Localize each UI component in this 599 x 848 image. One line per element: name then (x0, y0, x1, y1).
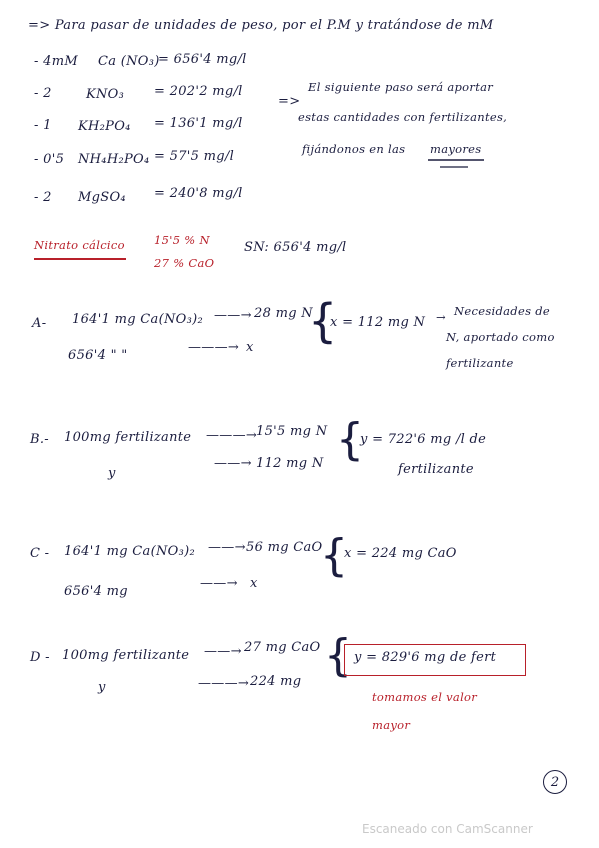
b-line2-left: y (108, 466, 116, 481)
nitrato-underline (34, 258, 126, 260)
row-qty: - 4mM (34, 54, 78, 69)
row-qty: - 0'5 (34, 152, 65, 167)
a-line1-left: 164'1 mg Ca(NO₃)₂ (72, 312, 203, 327)
side-note-line2: estas cantidades con fertilizantes, (298, 110, 508, 124)
a-note1: Necesidades de (454, 304, 551, 318)
page-number (543, 770, 567, 794)
a-line1-right: 28 mg N (254, 306, 313, 321)
section-letter: A- (32, 316, 47, 331)
row-formula: Ca (NO₃) (98, 54, 160, 69)
section-letter: D - (30, 650, 50, 665)
a-note-arrow: → (436, 310, 446, 324)
a-brace: { (308, 294, 338, 348)
b-brace: { (336, 414, 364, 465)
row-value: = 202'2 mg/l (154, 84, 243, 99)
a-note3: fertilizante (446, 356, 514, 370)
nitrato-sn: SN: 656'4 mg/l (244, 240, 347, 255)
side-note-line3: fijándonos en las (302, 142, 406, 156)
row-value: = 136'1 mg/l (154, 116, 243, 131)
a-result: x = 112 mg N (330, 315, 426, 330)
row-formula: KNO₃ (86, 87, 125, 102)
c-brace: { (320, 530, 348, 581)
page-number-text: 2 (550, 774, 560, 790)
section-letter: C - (30, 546, 50, 561)
b-line2-arrow: ——→ (214, 456, 252, 471)
b-line1-arrow: ———→ (206, 428, 258, 443)
nitrato-n: 15'5 % N (154, 233, 210, 247)
row-value: = 57'5 mg/l (154, 149, 235, 164)
row-qty: - 1 (34, 118, 52, 133)
a-line1-arrow: ——→ (214, 308, 252, 323)
a-line2-arrow: ———→ (188, 340, 240, 355)
d-conclusion2: mayor (372, 718, 411, 732)
emph-underline (428, 158, 488, 172)
d-line1-arrow: ——→ (204, 644, 242, 659)
c-line1-arrow: ——→ (208, 540, 246, 555)
b-line2-right: 112 mg N (256, 456, 324, 471)
d-line1-right: 27 mg CaO (244, 640, 321, 655)
scanner-watermark: Escaneado con CamScanner (362, 822, 533, 836)
c-result: x = 224 mg CaO (344, 546, 457, 561)
row-qty: - 2 (34, 190, 52, 205)
nitrato-label: Nitrato cálcico (34, 238, 125, 252)
row-value: = 656'4 mg/l (158, 52, 247, 67)
b-line1-left: 100mg fertilizante (64, 430, 192, 445)
c-line2-right: x (250, 576, 258, 591)
c-line2-arrow: ——→ (200, 576, 238, 591)
b-line1-right: 15'5 mg N (256, 424, 328, 439)
row-formula: NH₄H₂PO₄ (78, 152, 150, 167)
section-letter: B.- (30, 432, 49, 447)
row-value: = 240'8 mg/l (154, 186, 243, 201)
nitrato-cao: 27 % CaO (154, 256, 215, 270)
c-line2-left: 656'4 mg (64, 584, 128, 599)
side-note-line1: El siguiente paso será aportar (308, 80, 494, 94)
intro-line: => Para pasar de unidades de peso, por el P.M y tratándose de mM (28, 18, 494, 33)
d-line2-right: 224 mg (250, 674, 302, 689)
d-result: y = 829'6 mg de fert (354, 650, 497, 665)
d-line2-left: y (98, 680, 106, 695)
row-formula: KH₂PO₄ (78, 119, 131, 134)
b-result2: fertilizante (398, 462, 474, 477)
side-arrow: => (278, 94, 301, 109)
d-line2-arrow: ———→ (198, 676, 250, 691)
c-line1-left: 164'1 mg Ca(NO₃)₂ (64, 544, 195, 559)
side-note-emph: mayores (430, 142, 482, 156)
row-qty: - 2 (34, 86, 52, 101)
a-line2-left: 656'4 " " (68, 348, 128, 363)
a-line2-right: x (246, 340, 254, 355)
c-line1-right: 56 mg CaO (246, 540, 323, 555)
d-conclusion1: tomamos el valor (372, 690, 478, 704)
row-formula: MgSO₄ (78, 190, 126, 205)
d-brace: { (324, 630, 352, 681)
d-line1-left: 100mg fertilizante (62, 648, 190, 663)
a-note2: N, aportado como (446, 330, 555, 344)
b-result: y = 722'6 mg /l de (360, 432, 487, 447)
